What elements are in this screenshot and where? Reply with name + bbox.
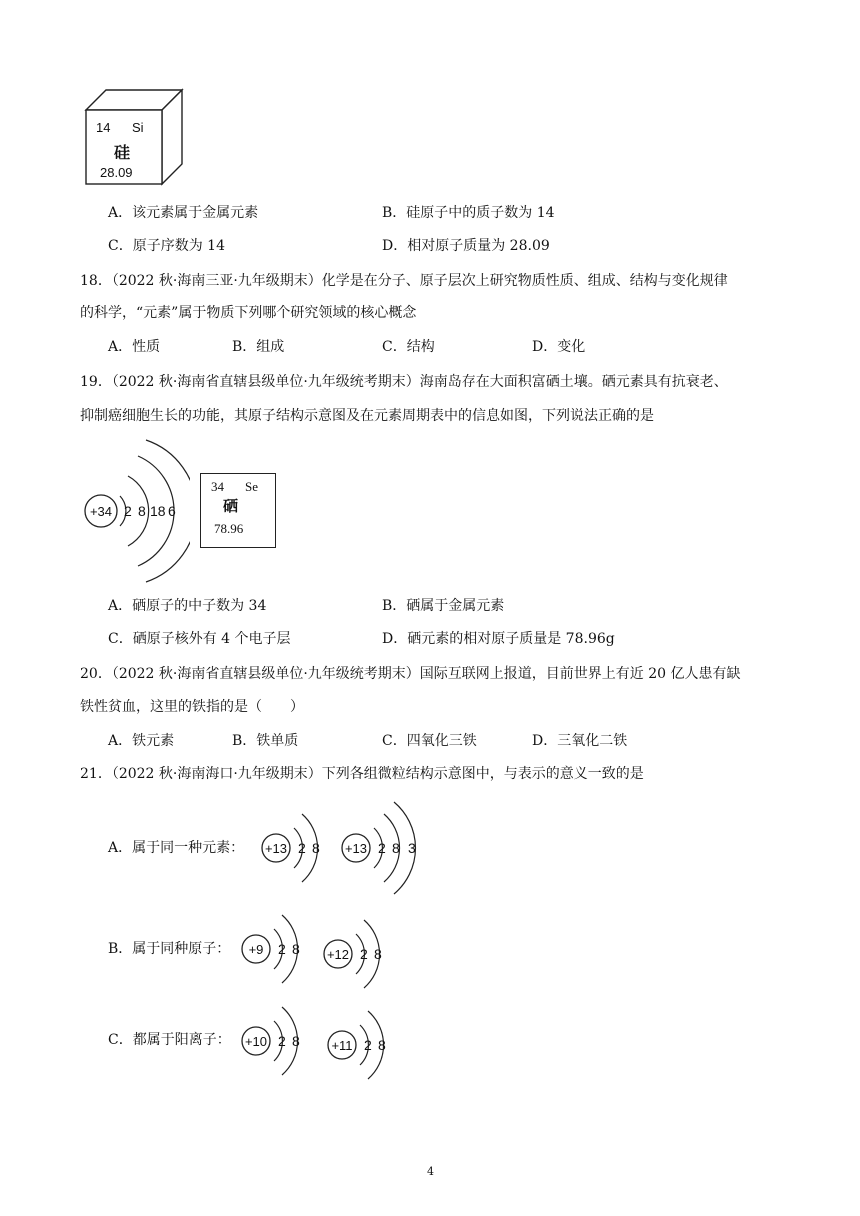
q18-stem-line2: 的科学，“元素”属于物质下列哪个研究领域的核心概念 (80, 305, 417, 321)
shell-electrons-3: 18 (150, 503, 166, 519)
q21-option-c-label: C．都属于阳离子： (108, 1032, 231, 1048)
shell-electrons-1: 2 (360, 946, 368, 962)
shell-electrons-2: 8 (292, 1033, 300, 1049)
shell-electrons-4: 6 (168, 503, 176, 519)
shell-electrons-2: 8 (378, 1037, 386, 1053)
tile-3d-frame (84, 88, 184, 188)
q20-stem-line2: 铁性贫血，这里的铁指的是（ ） (80, 699, 304, 715)
tile-number: 14 (96, 120, 111, 135)
q17-option-a: A．该元素属于金属元素 (108, 205, 259, 221)
q19-stem-line1: 19．（2022 秋·海南省直辖县级单位·九年级统考期末）海南岛存在大面积富硒土壤。硒元素具有抗衰老、 (80, 374, 728, 390)
shell-electrons-2: 8 (392, 840, 400, 856)
shell-electrons-2: 8 (138, 503, 146, 519)
page-number: 4 (427, 1165, 434, 1178)
nucleus-charge: +12 (326, 947, 350, 962)
shell-electrons-2: 8 (312, 840, 320, 856)
q21-stem-line1: 21．（2022 秋·海南海口·九年级期末）下列各组微粒结构示意图中，与表示的意义一致的是 (80, 766, 644, 782)
q21-option-b-label: B．属于同种原子： (108, 941, 231, 957)
shell-electrons-1: 2 (378, 840, 386, 856)
tile-mass: 28.09 (100, 165, 133, 180)
nucleus-charge: +10 (244, 1034, 268, 1049)
q20-option-c: C．四氧化三铁 (382, 733, 477, 749)
nucleus-charge: +34 (89, 504, 113, 519)
tile-name: 硒 (223, 499, 239, 515)
q21-b-atom-1 (238, 909, 308, 989)
q17-option-b: B．硅原子中的质子数为 14 (382, 205, 555, 221)
q20-option-b: B．铁单质 (232, 733, 299, 749)
nucleus-charge: +13 (264, 841, 288, 856)
q21-a-atom-2 (338, 800, 428, 896)
shell-electrons-1: 2 (124, 503, 132, 519)
shell-electrons-1: 2 (298, 840, 306, 856)
silicon-element-tile (84, 88, 184, 188)
shell-electrons-2: 8 (292, 941, 300, 957)
q18-option-a: A．性质 (108, 339, 161, 355)
shell-electrons-1: 2 (278, 941, 286, 957)
q21-a-atom-1 (258, 808, 328, 888)
q18-option-c: C．结构 (382, 339, 435, 355)
q21-option-a-label: A．属于同一种元素： (108, 840, 245, 856)
q19-option-a: A．硒原子的中子数为 34 (108, 598, 267, 614)
shell-electrons-1: 2 (278, 1033, 286, 1049)
tile-number: 34 (211, 479, 224, 494)
q21-c-atom-1 (238, 1001, 308, 1081)
nucleus-charge: +13 (344, 841, 368, 856)
q18-option-d: D．变化 (532, 339, 586, 355)
q19-stem-line2: 抑制癌细胞生长的功能，其原子结构示意图及在元素周期表中的信息如图，下列说法正确的是 (80, 408, 654, 424)
tile-name: 硅 (114, 145, 131, 162)
q20-option-a: A．铁元素 (108, 733, 175, 749)
q20-option-d: D．三氧化二铁 (532, 733, 628, 749)
q19-option-c: C．硒原子核外有 4 个电子层 (108, 631, 291, 647)
q21-c-atom-2 (324, 1005, 394, 1085)
selenium-element-tile (200, 473, 276, 548)
tile-mass: 78.96 (214, 521, 244, 536)
q17-option-c: C．原子序数为 14 (108, 238, 225, 254)
q21-b-atom-2 (320, 914, 390, 994)
nucleus-charge: +9 (248, 942, 264, 957)
shell-electrons-3: 3 (408, 840, 416, 856)
tile-symbol: Se (245, 479, 258, 494)
nucleus-charge: +11 (331, 1038, 353, 1053)
q20-stem-line1: 20．（2022 秋·海南省直辖县级单位·九年级统考期末）国际互联网上报道，目前世界上有近 20 亿人患有缺 (80, 666, 741, 682)
tile-symbol: Si (132, 120, 144, 135)
q19-option-b: B．硒属于金属元素 (382, 598, 505, 614)
shell-electrons-2: 8 (374, 946, 382, 962)
shell-electrons-1: 2 (364, 1037, 372, 1053)
q18-stem-line1: 18．（2022 秋·海南三亚·九年级期末）化学是在分子、原子层次上研究物质性质、组成、结构与变化规律 (80, 273, 728, 289)
selenium-atom-diagram (80, 438, 190, 584)
q17-option-d: D．相对原子质量为 28.09 (382, 238, 550, 254)
q18-option-b: B．组成 (232, 339, 285, 355)
q19-option-d: D．硒元素的相对原子质量是 78.96g (382, 631, 615, 647)
